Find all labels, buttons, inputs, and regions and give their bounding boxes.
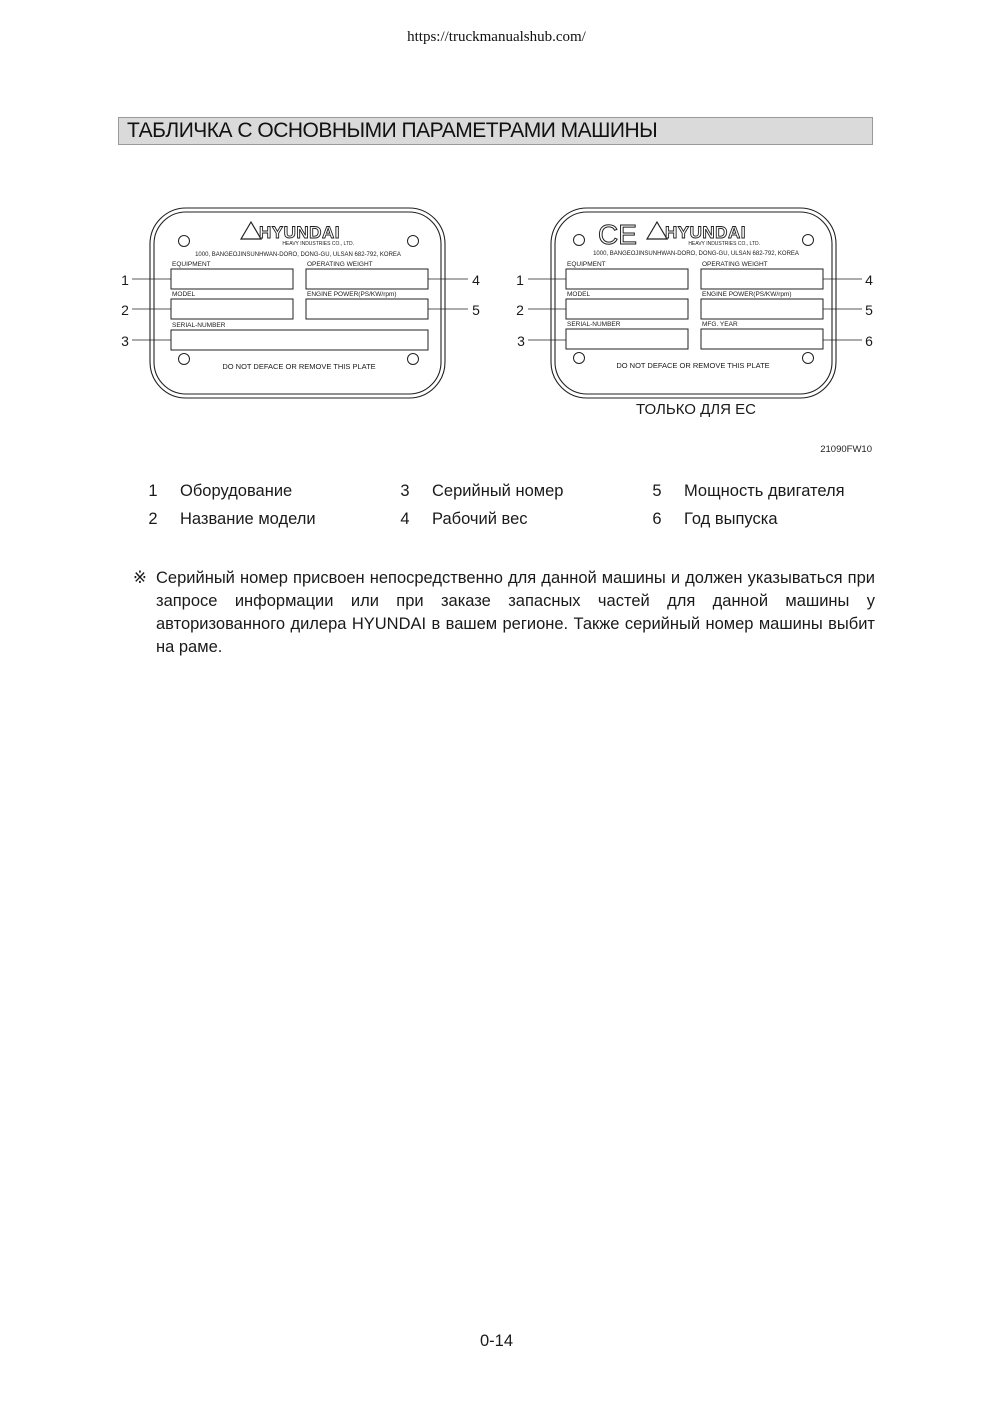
- plate-warning: DO NOT DEFACE OR REMOVE THIS PLATE: [222, 362, 376, 371]
- field-label-engine-power: ENGINE POWER(PS/KW/rpm): [307, 291, 397, 298]
- rivet-hole-icon: [574, 235, 585, 246]
- hyundai-logo: HYUNDAI: [259, 223, 340, 242]
- callout-1: 1: [121, 272, 129, 288]
- field-label-equipment: EQUIPMENT: [567, 261, 606, 268]
- serial-number-note: [133, 567, 875, 659]
- legend-label: Рабочий вес: [432, 510, 528, 528]
- callout-2: 2: [516, 302, 524, 318]
- field-label-operating-weight: OPERATING WEIGHT: [307, 261, 373, 268]
- legend-number: 6: [652, 510, 662, 528]
- figure-id: 21090FW10: [820, 444, 872, 455]
- rivet-hole-icon: [179, 236, 190, 247]
- source-url: https://truckmanualshub.com/: [407, 29, 586, 45]
- legend-label: Название модели: [180, 510, 316, 528]
- field-label-serial-number: SERIAL-NUMBER: [172, 322, 226, 329]
- rivet-hole-icon: [408, 236, 419, 247]
- callout-3: 3: [517, 333, 525, 349]
- company-name: HEAVY INDUSTRIES CO., LTD.: [282, 241, 354, 247]
- legend-label: Мощность двигателя: [684, 482, 845, 500]
- note-mark-icon: ※: [133, 569, 147, 587]
- callout-4: 4: [865, 272, 873, 288]
- callout-3: 3: [121, 333, 129, 349]
- callout-6: 6: [865, 333, 873, 349]
- plate-warning: DO NOT DEFACE OR REMOVE THIS PLATE: [616, 361, 770, 370]
- callout-1: 1: [516, 272, 524, 288]
- data-plates-figure: [110, 195, 890, 425]
- hyundai-triangle-icon: [647, 222, 667, 239]
- callout-4: 4: [472, 272, 480, 288]
- callout-5: 5: [472, 302, 480, 318]
- callout-2: 2: [121, 302, 129, 318]
- eu-only-caption: ТОЛЬКО ДЛЯ ЕС: [636, 401, 756, 418]
- legend-label: Оборудование: [180, 482, 293, 500]
- rivet-hole-icon: [803, 353, 814, 364]
- legend-number: 4: [400, 510, 410, 528]
- note-text: Серийный номер присвоен непосредственно для данной машины и должен указываться при запросе информации или при заказе запасных частей для данной машины у авторизованного дилера HYUNDAI в вашем регионе. Также серийный номер машины выбит на раме.: [156, 569, 875, 656]
- field-label-operating-weight: OPERATING WEIGHT: [702, 261, 768, 268]
- plate-address: 1000, BANGEOJINSUNHWAN-DORO, DONG-GU, ULSAN 682-792, KOREA: [195, 252, 401, 258]
- legend-number: 3: [400, 482, 410, 500]
- ce-mark-icon: CE: [598, 219, 637, 250]
- legend-label: Серийный номер: [432, 482, 564, 500]
- legend-number: 2: [148, 510, 158, 528]
- rivet-hole-icon: [574, 353, 585, 364]
- callout-5: 5: [865, 302, 873, 318]
- field-label-serial-number: SERIAL-NUMBER: [567, 321, 621, 328]
- rivet-hole-icon: [408, 354, 419, 365]
- plate-address: 1000, BANGEOJINSUNHWAN-DORO, DONG-GU, ULSAN 682-792, KOREA: [593, 251, 799, 257]
- page-number: 0-14: [479, 1332, 514, 1350]
- section-title: ТАБЛИЧКА С ОСНОВНЫМИ ПАРАМЕТРАМИ МАШИНЫ: [127, 119, 658, 142]
- legend-label: Год выпуска: [684, 510, 778, 528]
- field-label-equipment: EQUIPMENT: [172, 261, 211, 268]
- legend-number: 1: [148, 482, 158, 500]
- legend-number: 5: [652, 482, 662, 500]
- rivet-hole-icon: [803, 235, 814, 246]
- hyundai-triangle-icon: [241, 222, 261, 239]
- rivet-hole-icon: [179, 354, 190, 365]
- field-label-mfg-year: MFG. YEAR: [702, 321, 738, 328]
- hyundai-logo: HYUNDAI: [665, 223, 746, 242]
- section-title-bar: [118, 117, 873, 145]
- field-label-model: MODEL: [567, 291, 591, 298]
- company-name: HEAVY INDUSTRIES CO., LTD.: [688, 241, 760, 247]
- field-label-engine-power: ENGINE POWER(PS/KW/rpm): [702, 291, 792, 298]
- field-label-model: MODEL: [172, 291, 196, 298]
